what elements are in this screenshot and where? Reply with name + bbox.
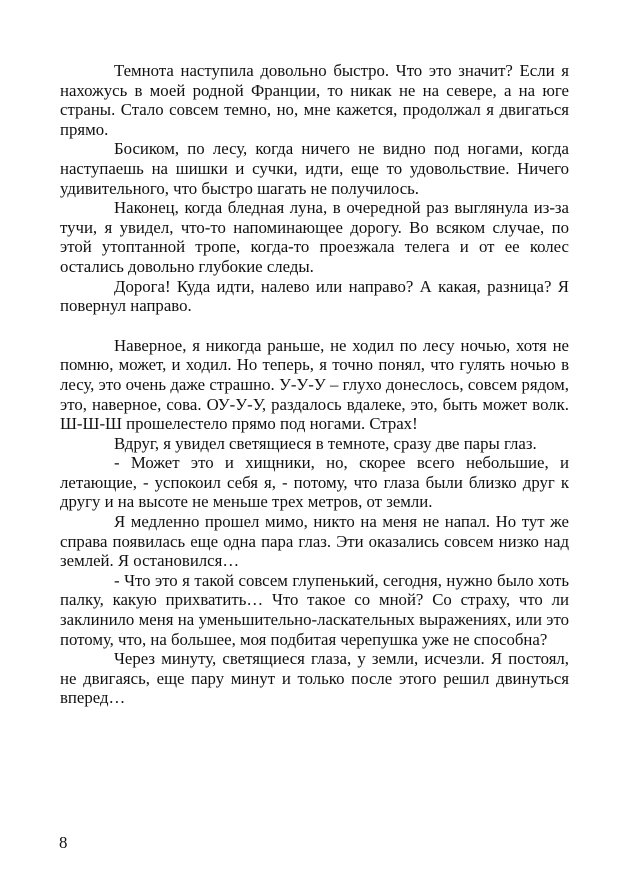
paragraph-3: Наконец, когда бледная луна, в очередной раз выглянула из-за тучи, я увидел, что-то напоминающее дорогу. Во всяком случае, по этой утоптанной тропе, когда-то проезжала телега и от ее колес остались довольно глубокие следы. xyxy=(60,198,569,276)
paragraph-8: Я медленно прошел мимо, никто на меня не напал. Но тут же справа появилась еще одна пара глаз. Эти оказались совсем низко над землей. Я остановился… xyxy=(60,512,569,571)
paragraph-5: Наверное, я никогда раньше, не ходил по лесу ночью, хотя не помню, может, и ходил. Но теперь, я точно понял, что гулять ночью в лесу, это очень даже страшно. У-У-У – глухо донеслось, совсем рядом, это, наверное, сова. ОУ-У-У, раздалось вдалеке, это, быть может волк. Ш-Ш-Ш прошелестело прямо под ногами. Страх! xyxy=(60,335,569,434)
page-number: 8 xyxy=(59,833,68,852)
section-break xyxy=(60,316,569,336)
paragraph-6: Вдруг, я увидел светящиеся в темноте, сразу две пары глаз. xyxy=(114,433,537,453)
paragraph-9: - Что это я такой совсем глупенький, сегодня, нужно было хоть палку, какую прихватить… Что такое со мной? Со страху, что ли заклинило меня на уменьшительно-ласкательных выражениях, или это потому, что, на большее, моя подбитая черепушка уже не способна? xyxy=(60,570,569,649)
paragraph-2: Босиком, по лесу, когда ничего не видно под ногами, когда наступаешь на шишки и сучки, идти, еще то удовольствие. Ничего удивительного, что быстро шагать не получилось. xyxy=(60,139,569,198)
page-body xyxy=(60,61,569,708)
paragraph-1: Темнота наступила довольно быстро. Что это значит? Если я нахожусь в моей родной Франции, то никак не на севере, а на юге страны. Стало совсем темно, но, мне кажется, продолжал я двигаться прямо. xyxy=(60,61,569,139)
paragraph-4: Дорога! Куда идти, налево или направо? А какая, разница? Я повернул направо. xyxy=(60,276,569,316)
paragraph-7: - Может это и хищники, но, скорее всего небольшие, и летающие, - успокоил себя я, - потому, что глаза были близко друг к другу и на высоте не меньше трех метров, от земли. xyxy=(60,453,569,512)
paragraph-10: Через минуту, светящиеся глаза, у земли, исчезли. Я постоял, не двигаясь, еще пару минут и только после этого решил двинуться вперед… xyxy=(60,649,569,708)
